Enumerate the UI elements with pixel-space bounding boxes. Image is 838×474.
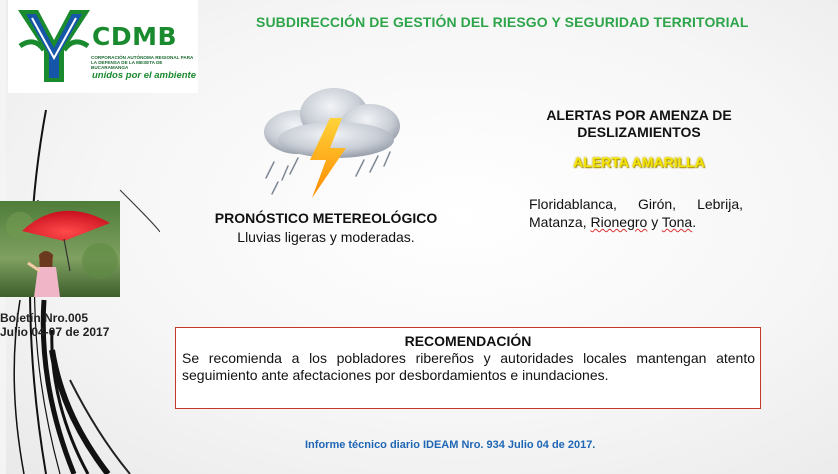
bulletin-dates: Julio 04-07 de 2017 [0,325,110,339]
bulletin-info [0,311,120,339]
logo-corporation: CORPORACIÓN AUTÓNOMA REGIONAL PARA LA DEFENSA DE LA MESETA DE BUCARAMANGA [91,55,194,70]
municipality-tona: Tona [661,214,693,230]
logo-name: CDMB [92,22,178,51]
girl-umbrella-photo [0,201,120,297]
period: . [692,214,697,230]
page-title: SUBDIRECCIÓN DE GESTIÓN DEL RIESGO Y SEGURIDAD TERRITORIAL [256,14,749,30]
alerts-title: ALERTAS POR AMENZA DE DESLIZAMIENTOS [546,107,732,140]
municipality-rionegro: Rionegro [590,214,648,230]
forecast-title: PRONÓSTICO METEREOLÓGICO [214,210,438,226]
recommendation-title: RECOMENDACIÓN [404,333,532,349]
recommendation-text: Se recomienda a los pobladores ribereños y autoridades locales mantengan atento seguimiento ante afectaciones por desbordamientos e inundaciones. [182,350,755,383]
municipalities-list [529,195,743,231]
bulletin-number: Boletín Nro.005 [0,311,89,325]
forecast-description: Lluvias ligeras y moderadas. [237,229,415,245]
municipalities-text: Floridablanca, Girón, Lebrija, Matanza, [529,196,743,230]
conjunction: y [651,214,662,230]
alert-level: ALERTA AMARILLA [573,154,705,170]
logo-tagline: unidos por el ambiente [92,70,196,81]
storm-cloud-icon [252,82,412,202]
footer-source: Informe técnico diario IDEAM Nro. 934 Julio 04 de 2017. [305,439,596,451]
